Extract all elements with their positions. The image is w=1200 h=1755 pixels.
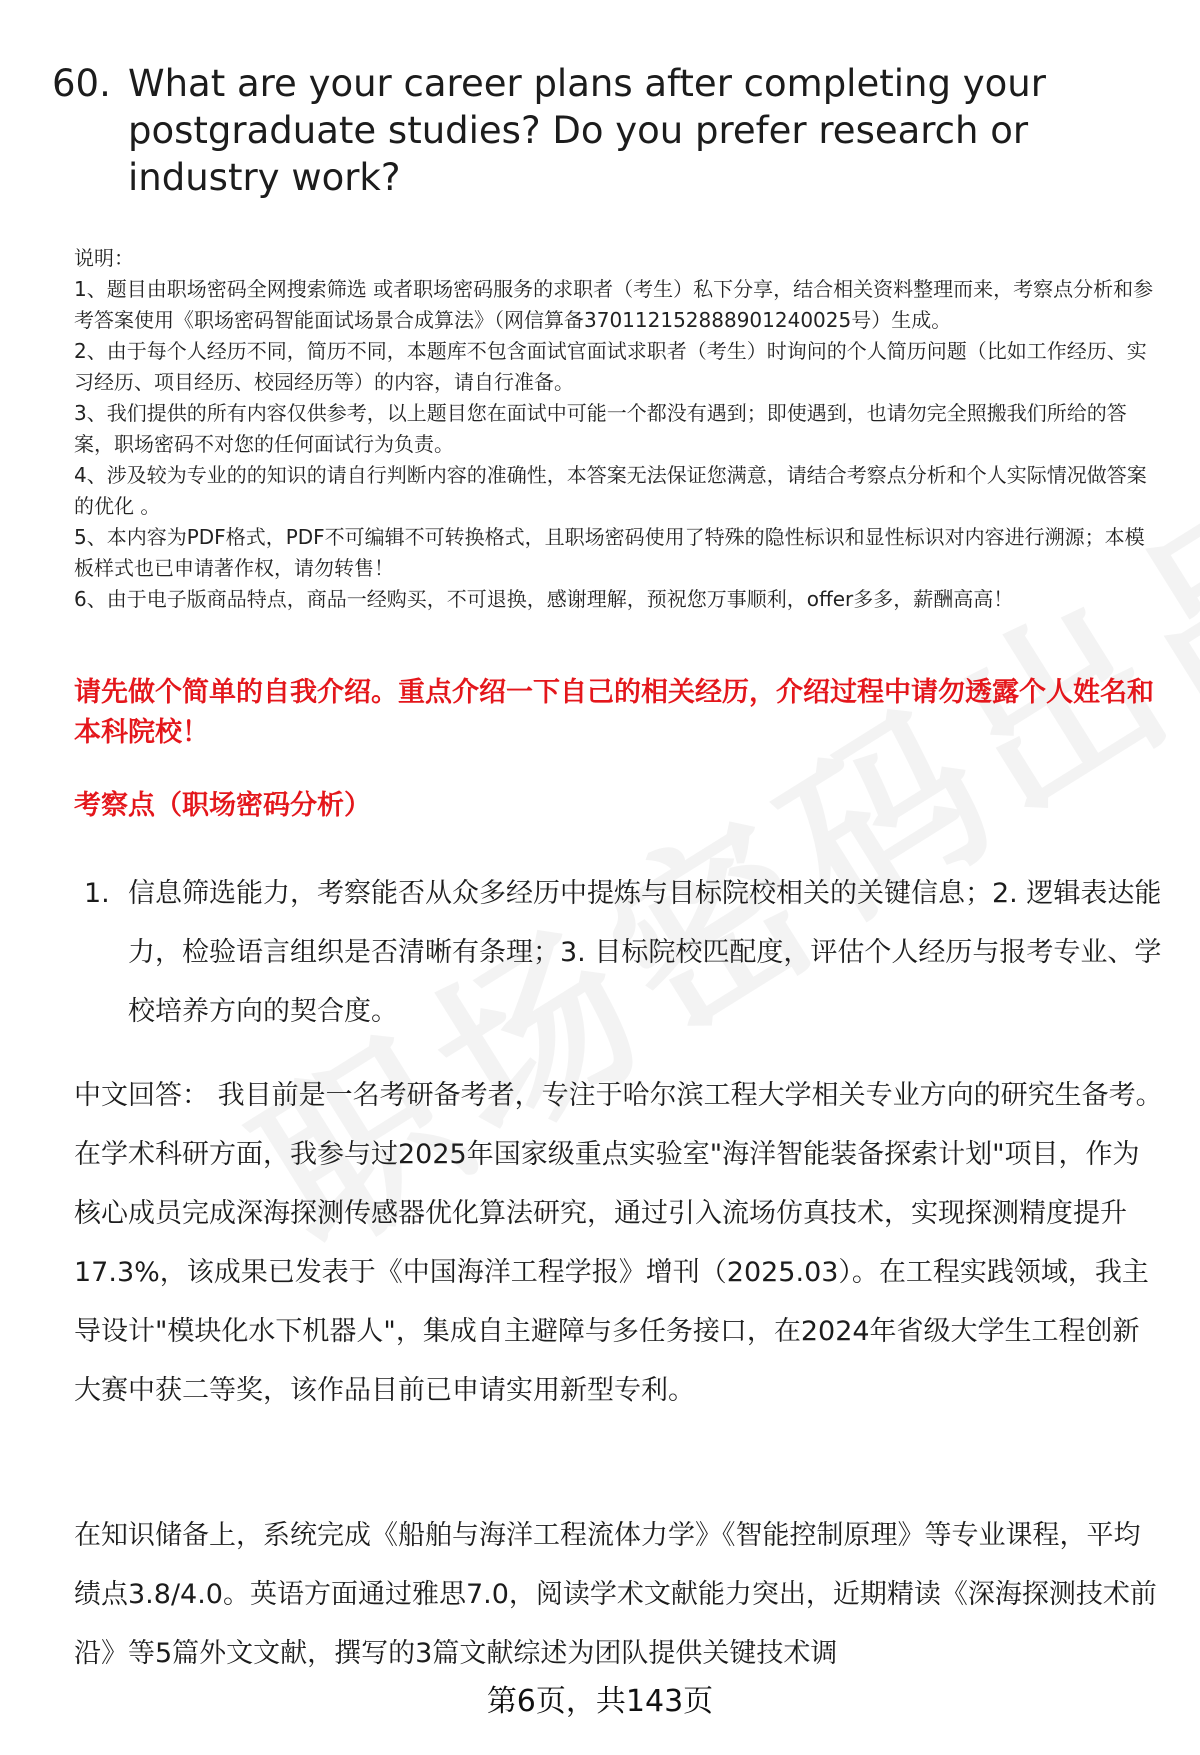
notes-item: 4、涉及较为专业的的知识的请自行判断内容的准确性，本答案无法保证您满意，请结合考察点分析和个人实际情况做答案的优化 。 bbox=[74, 463, 1147, 518]
intro-prompt: 请先做个简单的自我介绍。重点介绍一下自己的相关经历，介绍过程中请勿透露个人姓名和本科院校！ bbox=[74, 677, 1154, 748]
page-footer: 第6页，共143页 bbox=[486, 1684, 714, 1719]
question-text: What are your career plans after completing your postgraduate studies? Do you prefer research or industry work? bbox=[128, 62, 1046, 199]
question-heading bbox=[52, 60, 1172, 201]
answer-paragraph-1: 中文回答： 我目前是一名考研备考者，专注于哈尔滨工程大学相关专业方向的研究生备考。在学术科研方面，我参与过2025年国家级重点实验室"海洋智能装备探索计划"项目，作为核心成员完成深海探测传感器优化算法研究，通过引入流场仿真技术，实现探测精度提升17.3%，该成果已发表于《中国海洋工程学报》增刊（2025.03）。在工程实践领域，我主导设计"模块化水下机器人"，集成自主避障与多任务接口，在2024年省级大学生工程创新大赛中获二等奖，该作品目前已申请实用新型专利。 bbox=[74, 1080, 1163, 1406]
notes-item: 5、本内容为PDF格式，PDF不可编辑不可转换格式，且职场密码使用了特殊的隐性标识和显性标识对内容进行溯源；本模板样式也已申请著作权，请勿转售！ bbox=[74, 525, 1145, 580]
answer-paragraph-2: 在知识储备上，系统完成《船舶与海洋工程流体力学》《智能控制原理》等专业课程，平均绩点3.8/4.0。英语方面通过雅思7.0，阅读学术文献能力突出，近期精读《深海探测技术前沿》等5篇外文文献，撰写的3篇文献综述为团队提供关键技术调 bbox=[74, 1520, 1157, 1669]
analysis-point-text: 信息筛选能力，考察能否从众多经历中提炼与目标院校相关的关键信息；2. 逻辑表达能力，检验语言组织是否清晰有条理；3. 目标院校匹配度，评估个人经历与报考专业、学校培养方向的契合度。 bbox=[128, 878, 1162, 1027]
answer-block bbox=[74, 1066, 1166, 1420]
analysis-point-number: 1. bbox=[84, 878, 110, 909]
notes-heading: 说明： bbox=[74, 246, 134, 270]
analysis-heading: 考察点（职场密码分析） bbox=[74, 790, 371, 821]
notes-item: 1、题目由职场密码全网搜索筛选 或者职场密码服务的求职者（考生）私下分享，结合相关资料整理而来，考察点分析和参考答案使用《职场密码智能面试场景合成算法》（网信算备370112152888901240025号）生成。 bbox=[74, 277, 1154, 332]
analysis-point bbox=[84, 864, 1164, 1041]
answer-block-2 bbox=[74, 1506, 1166, 1683]
notes-item: 3、我们提供的所有内容仅供参考，以上题目您在面试中可能一个都没有遇到；即使遇到，也请勿完全照搬我们所给的答案，职场密码不对您的任何面试行为负责。 bbox=[74, 401, 1127, 456]
notes-item: 6、由于电子版商品特点，商品一经购买，不可退换，感谢理解，预祝您万事顺利，offer多多，薪酬高高！ bbox=[74, 587, 1014, 611]
notes-block bbox=[74, 243, 1164, 615]
question-number: 60. bbox=[52, 62, 111, 105]
notes-item: 2、由于每个人经历不同，简历不同，本题库不包含面试官面试求职者（考生）时询问的个人简历问题（比如工作经历、实习经历、项目经历、校园经历等）的内容，请自行准备。 bbox=[74, 339, 1147, 394]
